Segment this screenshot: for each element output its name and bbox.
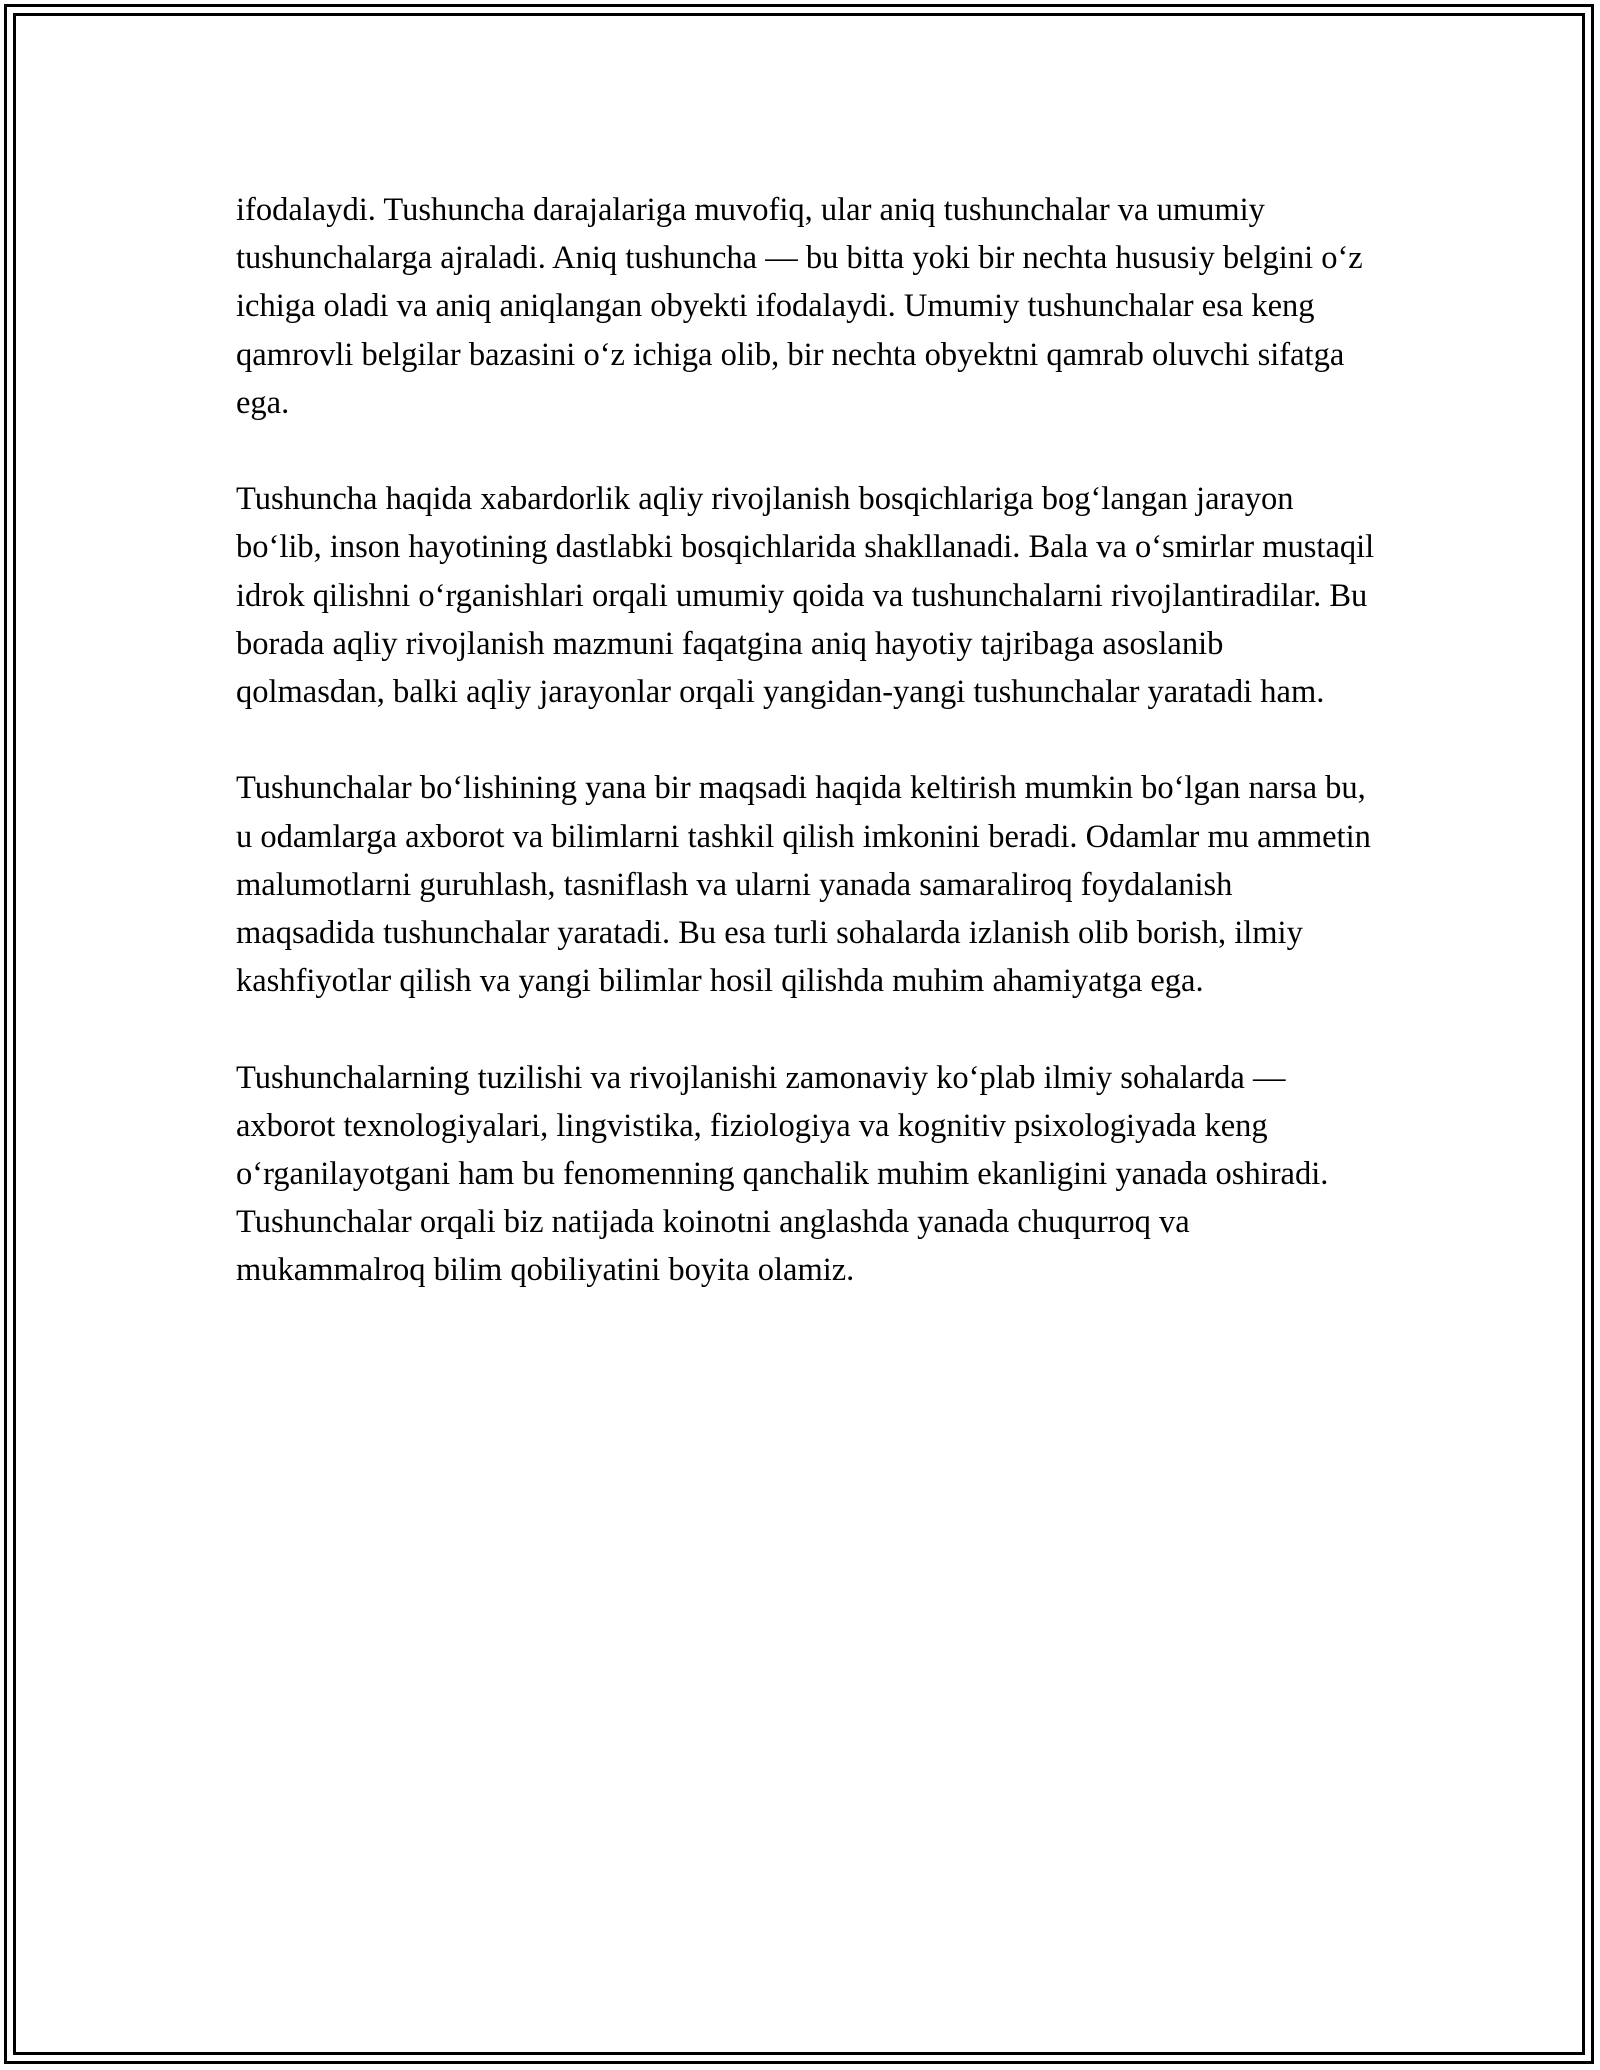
document-body [236,186,1376,1343]
paragraph-2: Tushuncha haqida xabardorlik aqliy rivojlanish bosqichlariga bog‘langan jarayon bo‘lib, inson hayotining dastlabki bosqichlarida shakllanadi. Bala va o‘smirlar mustaqil idrok qilishni o‘rganishlari orqali umumiy qoida va tushunchalarni rivojlantiradilar. Bu borada aqliy rivojlanish mazmuni faqatgina aniq hayotiy tajribaga asoslanib qolmasdan, balki aqliy jarayonlar orqali yangidan-yangi tushunchalar yaratadi ham. [236,481,1375,711]
paragraph-3: Tushunchalar bo‘lishining yana bir maqsadi haqida keltirish mumkin bo‘lgan narsa bu, u odamlarga axborot va bilimlarni tashkil qilish imkonini beradi. Odamlar mu ammetin malumotlarni guruhlash, tasniflash va ularni yanada samaraliroq foydalanish maqsadida tushunchalar yaratadi. Bu esa turli sohalarda izlanish olib borish, ilmiy kashfiyotlar qilish va yangi bilimlar hosil qilishda muhim ahamiyatga ega. [236,770,1371,1000]
paragraph-1: ifodalaydi. Tushuncha darajalariga muvofiq, ular aniq tushunchalar va umumiy tushunchalarga ajraladi. Aniq tushuncha — bu bitta yoki bir nechta hususiy belgini o‘z ichiga oladi va aniq aniqlangan obyekti ifodalaydi. Umumiy tushunchalar esa keng qamrovli belgilar bazasini o‘z ichiga olib, bir nechta obyektni qamrab oluvchi sifatga ega. [236,192,1363,421]
paragraph-4: Tushunchalarning tuzilishi va rivojlanishi zamonaviy ko‘plab ilmiy sohalarda — axborot texnologiyalari, lingvistika, fiziologiya va kognitiv psixologiyada keng o‘rganilayotgani ham bu fenomenning qanchalik muhim ekanligini yanada oshiradi. Tushunchalar orqali biz natijada koinotni anglashda yanada chuqurroq va mukammalroq bilim qobiliyatini boyita olamiz. [236,1059,1329,1289]
